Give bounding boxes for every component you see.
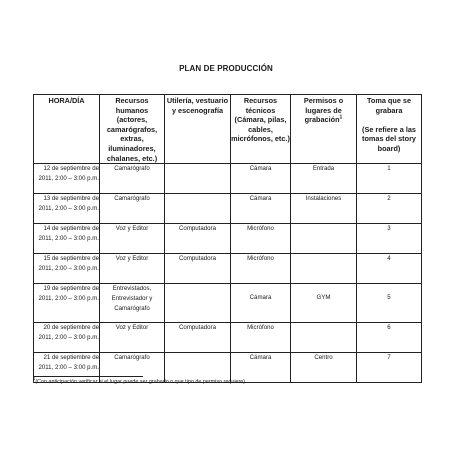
cell-toma: 3 xyxy=(357,224,422,254)
cell-recursos-humanos: Voz y Editor xyxy=(100,224,165,254)
table-row xyxy=(34,164,422,194)
cell-recursos-humanos: Voz y Editor xyxy=(100,323,165,353)
cell-utileria xyxy=(165,284,231,323)
cell-toma: 4 xyxy=(357,254,422,284)
footnote xyxy=(33,376,246,386)
header-recursos-tecnicos xyxy=(231,95,291,164)
table-row xyxy=(34,284,422,323)
cell-permisos: GYM xyxy=(291,284,357,323)
table-row xyxy=(34,224,422,254)
cell-toma: 5 xyxy=(357,284,422,323)
header-toma xyxy=(357,95,422,164)
table-row xyxy=(34,254,422,284)
cell-utileria: Computadora xyxy=(165,254,231,284)
cell-permisos xyxy=(291,254,357,284)
cell-recursos-tecnicos: Cámara xyxy=(231,194,291,224)
cell-recursos-tecnicos: Cámara xyxy=(231,353,291,383)
cell-recursos-tecnicos: Micrófono xyxy=(231,254,291,284)
table-row xyxy=(34,194,422,224)
cell-permisos: Instalaciones xyxy=(291,194,357,224)
cell-permisos xyxy=(291,323,357,353)
header-recursos-humanos-label: Recursos humanos (actores, camarógrafos, extras, iluminadores, chalanes, etc.) xyxy=(106,96,158,163)
header-recursos-tecnicos-label: Recursos técnicos (Cámara, pilas, cables, micrófonos, etc.) xyxy=(231,96,290,144)
footnote-text: (Con anticipación verificar si el lugar puede ser grabado o que tipo de permiso requiere) xyxy=(35,379,246,385)
cell-toma: 6 xyxy=(357,323,422,353)
header-hora xyxy=(34,95,100,164)
header-utileria xyxy=(165,95,231,164)
cell-fecha: 14 de septiembre de 2011, 2:00 – 3:00 p.m. xyxy=(34,224,100,254)
cell-fecha: 19 de septiembre de 2011, 2:00 – 3:00 p.m. xyxy=(34,284,100,323)
cell-utileria xyxy=(165,194,231,224)
cell-fecha: 13 de septiembre de 2011, 2:00 – 3:00 p.m. xyxy=(34,194,100,224)
cell-toma: 7 xyxy=(357,353,422,383)
cell-utileria xyxy=(165,164,231,194)
cell-utileria: Computadora xyxy=(165,323,231,353)
header-permisos xyxy=(291,95,357,164)
header-utileria-label: Utilería, vestuario y escenografía xyxy=(166,96,229,115)
cell-recursos-tecnicos: Cámara xyxy=(231,164,291,194)
cell-fecha: 20 de septiembre de 2011, 2:00 – 3:00 p.m. xyxy=(34,323,100,353)
cell-utileria: Computadora xyxy=(165,224,231,254)
footnote-reference: 1 xyxy=(339,114,343,121)
footnote-marker: 1 xyxy=(33,376,36,382)
header-hora-label: HORA/DÍA xyxy=(48,96,85,105)
header-permisos-label: Permisos o lugares de grabación xyxy=(303,96,344,125)
cell-recursos-tecnicos: Micrófono xyxy=(231,224,291,254)
footnote-divider xyxy=(33,376,143,377)
cell-recursos-humanos: Camarógrafo xyxy=(100,164,165,194)
cell-permisos xyxy=(291,224,357,254)
cell-permisos: Centro xyxy=(291,353,357,383)
header-toma-label: Toma que se grabara xyxy=(366,96,412,115)
table-header-row xyxy=(34,95,422,164)
cell-recursos-humanos: Camarógrafo xyxy=(100,194,165,224)
production-plan-table xyxy=(33,94,422,383)
cell-fecha: 12 de septiembre de 2011, 2:00 – 3:00 p.m. xyxy=(34,164,100,194)
cell-recursos-tecnicos: Cámara xyxy=(231,284,291,323)
cell-fecha: 21 de septiembre de 2011, 2:00 – 3:00 p.m. xyxy=(34,353,100,383)
cell-recursos-humanos: Entrevistados, Entrevistador y Camarógrafo xyxy=(100,284,165,323)
cell-permisos: Entrada xyxy=(291,164,357,194)
cell-toma: 2 xyxy=(357,194,422,224)
cell-recursos-humanos: Voz y Editor xyxy=(100,254,165,284)
page-title: PLAN DE PRODUCCIÓN xyxy=(179,64,273,73)
header-recursos-humanos xyxy=(100,95,165,164)
header-toma-note: (Se refiere a las tomas del story board) xyxy=(362,124,416,153)
table-row xyxy=(34,323,422,353)
cell-fecha: 15 de septiembre de 2011, 2:00 – 3:00 p.m. xyxy=(34,254,100,284)
cell-toma: 1 xyxy=(357,164,422,194)
cell-recursos-humanos: Camarógrafo xyxy=(100,353,165,383)
cell-recursos-tecnicos: Micrófono xyxy=(231,323,291,353)
